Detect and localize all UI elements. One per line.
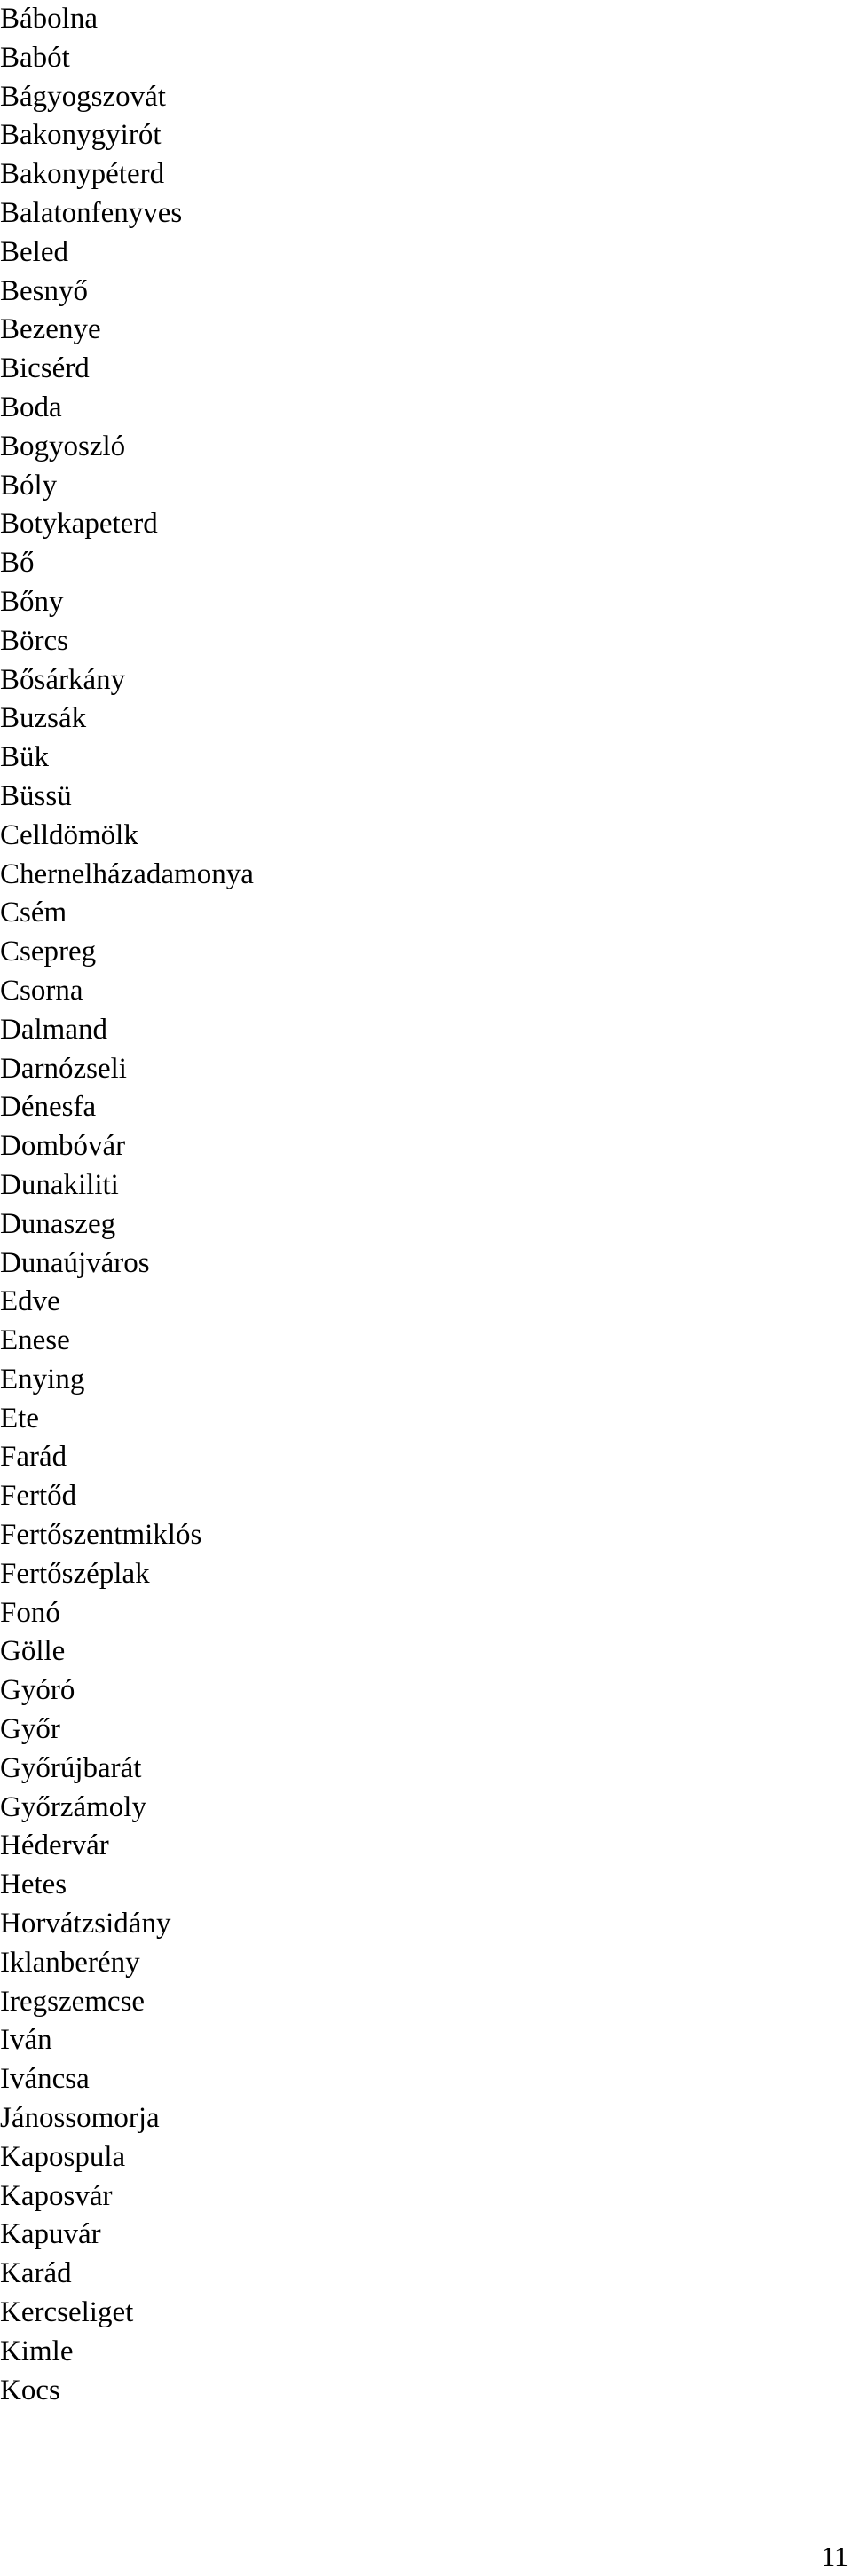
place-name: Kapuvár (0, 2218, 101, 2251)
place-name: Bakonygyirót (0, 119, 162, 152)
place-name: Kocs (0, 2374, 60, 2406)
place-name: Bóly (0, 469, 58, 502)
place-name: Fonó (0, 1596, 60, 1629)
place-name: Balatonfenyves (0, 196, 183, 229)
place-name: Boda (0, 391, 62, 423)
place-name: Edve (0, 1285, 60, 1318)
place-name: Bogyoszló (0, 430, 126, 462)
place-name: Börcs (0, 624, 68, 657)
place-name: Bábolna (0, 3, 98, 35)
place-name: Farád (0, 1441, 67, 1474)
place-name: Ete (0, 1402, 39, 1434)
place-name: Iváncsa (0, 2063, 90, 2096)
place-name: Kercseliget (0, 2296, 134, 2329)
place-name: Bősárkány (0, 663, 126, 696)
place-name: Dunaújváros (0, 1246, 150, 1279)
place-name: Bőny (0, 585, 64, 618)
place-name: Iklanberény (0, 1946, 140, 1979)
place-name: Dénesfa (0, 1091, 97, 1124)
place-name: Csém (0, 897, 67, 929)
place-name: Darnózseli (0, 1052, 127, 1085)
place-name: Csepreg (0, 936, 97, 968)
place-name: Hetes (0, 1869, 67, 1901)
place-name: Bük (0, 741, 50, 774)
place-name: Bakonypéterd (0, 158, 165, 191)
place-name: Kaposvár (0, 2179, 113, 2212)
place-name: Hédervár (0, 1829, 109, 1862)
place-name: Jánossomorja (0, 2102, 160, 2135)
place-name: Babót (0, 41, 70, 74)
page-number: 11 (821, 2540, 848, 2572)
place-name: Csorna (0, 974, 83, 1007)
place-name: Kimle (0, 2335, 74, 2367)
place-name: Beled (0, 235, 68, 268)
place-name: Celldömölk (0, 818, 138, 851)
place-name: Győr (0, 1713, 60, 1746)
place-name: Bezenye (0, 313, 101, 346)
place-name: Buzsák (0, 702, 87, 735)
place-name: Gölle (0, 1635, 66, 1668)
place-name: Iregszemcse (0, 1985, 146, 2018)
place-name: Karád (0, 2257, 72, 2290)
place-name: Dombóvár (0, 1130, 126, 1163)
place-name: Fertőszentmiklós (0, 1519, 202, 1552)
place-name: Botykapeterd (0, 508, 158, 541)
place-name: Bicsérd (0, 352, 90, 385)
place-name: Fertőd (0, 1480, 77, 1513)
place-name: Enying (0, 1363, 85, 1395)
place-name: Dunaszeg (0, 1207, 116, 1240)
place-name: Horvátzsidány (0, 1908, 171, 1940)
place-name: Győrújbarát (0, 1751, 142, 1784)
place-name: Enese (0, 1324, 70, 1357)
place-list (0, 0, 254, 2410)
place-name: Kapospula (0, 2140, 126, 2173)
place-name: Dunakiliti (0, 1168, 119, 1201)
place-name: Büssü (0, 779, 72, 812)
place-name: Dalmand (0, 1013, 107, 1046)
place-name: Chernelházadamonya (0, 857, 254, 890)
place-name: Bágyogszovát (0, 80, 166, 113)
place-name: Iván (0, 2024, 52, 2057)
place-name: Győrzámoly (0, 1790, 146, 1823)
place-name: Fertőszéplak (0, 1557, 150, 1590)
place-name: Gyóró (0, 1674, 75, 1707)
place-name: Bő (0, 547, 35, 580)
place-name: Besnyő (0, 274, 88, 307)
